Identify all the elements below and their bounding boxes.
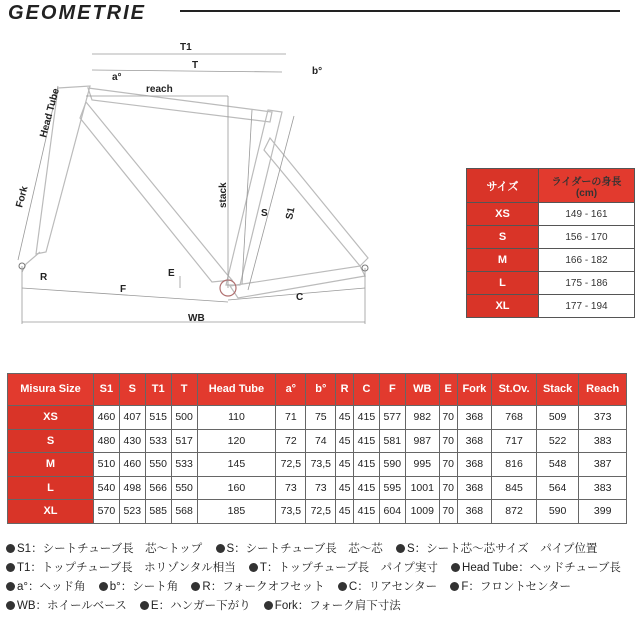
rider-range-cell: 177 - 194 [539, 295, 635, 318]
geometry-value-cell: 577 [379, 406, 405, 430]
legend-item [6, 600, 127, 612]
geometry-value-cell: 523 [119, 500, 145, 524]
geometry-value-cell: 45 [336, 453, 354, 477]
legend-text: S1：シートチューブ長 芯〜トップ [17, 543, 203, 555]
geometry-value-cell: 982 [405, 406, 439, 430]
geometry-value-cell: 509 [536, 406, 578, 430]
bullet-icon [451, 563, 460, 572]
geometry-value-cell: 480 [93, 429, 119, 453]
legend-text: Fork：フォーク肩下寸法 [274, 600, 401, 612]
geometry-value-cell: 74 [306, 429, 336, 453]
legend-text: Head Tube：ヘッドチューブ長 [462, 562, 621, 574]
geometry-value-cell: 498 [119, 476, 145, 500]
rider-size-cell: XS [467, 203, 539, 226]
geometry-value-cell: 604 [379, 500, 405, 524]
rider-row [467, 272, 635, 295]
label-stack: stack [218, 182, 229, 208]
legend-text: S：シート芯〜芯サイズ パイプ位置 [406, 543, 598, 555]
legend-text: a°：ヘッド角 [17, 581, 86, 593]
bullet-icon [140, 601, 149, 610]
legend-item [140, 600, 251, 612]
geometry-value-cell: 548 [536, 453, 578, 477]
geometry-value-cell: 45 [336, 476, 354, 500]
geometry-value-cell: 430 [119, 429, 145, 453]
geometry-row [8, 406, 627, 430]
geometry-header-cell: Misura Size [8, 374, 94, 406]
geometry-value-cell: 987 [405, 429, 439, 453]
geometry-value-cell: 717 [492, 429, 537, 453]
geometry-header-cell: WB [405, 374, 439, 406]
legend-text: WB：ホイールベース [17, 600, 127, 612]
rider-range-cell: 149 - 161 [539, 203, 635, 226]
geometry-value-cell: 70 [439, 476, 457, 500]
geometry-header-cell: C [353, 374, 379, 406]
rider-size-cell: S [467, 226, 539, 249]
geometry-value-cell: 550 [145, 453, 171, 477]
rider-row [467, 203, 635, 226]
label-a: a° [112, 72, 122, 83]
geometry-value-cell: 70 [439, 500, 457, 524]
geometry-value-cell: 368 [457, 429, 492, 453]
geometry-row [8, 500, 627, 524]
rider-table-header [467, 169, 635, 203]
geometry-value-cell: 1001 [405, 476, 439, 500]
legend-text: C：リアセンター [348, 581, 438, 593]
geometry-header-cell: a° [276, 374, 306, 406]
geometry-value-cell: 415 [353, 476, 379, 500]
bullet-icon [216, 544, 225, 553]
legend-item [6, 543, 202, 555]
geometry-value-cell: 590 [379, 453, 405, 477]
geometry-size-cell: S [8, 429, 94, 453]
geometry-header-cell: S [119, 374, 145, 406]
bullet-icon [6, 544, 15, 553]
legend-item [249, 562, 438, 574]
legend-text: F：フロントセンター [461, 581, 572, 593]
legend-item [99, 581, 179, 593]
geometry-value-cell: 581 [379, 429, 405, 453]
geometry-value-cell: 816 [492, 453, 537, 477]
geometry-row [8, 453, 627, 477]
geometry-value-cell: 120 [197, 429, 276, 453]
geometry-value-cell: 768 [492, 406, 537, 430]
bullet-icon [99, 582, 108, 591]
geometry-value-cell: 71 [276, 406, 306, 430]
geometry-header-cell: Fork [457, 374, 492, 406]
geometry-row [8, 429, 627, 453]
label-t1: T1 [180, 42, 192, 53]
geometry-value-cell: 510 [93, 453, 119, 477]
geometry-value-cell: 407 [119, 406, 145, 430]
geometry-header-cell: Head Tube [197, 374, 276, 406]
rider-size-table [466, 168, 635, 318]
geometry-header-cell: S1 [93, 374, 119, 406]
label-t: T [192, 60, 199, 71]
geometry-size-cell: L [8, 476, 94, 500]
geometry-value-cell: 460 [93, 406, 119, 430]
geometry-value-cell: 540 [93, 476, 119, 500]
geometry-header-cell: R [336, 374, 354, 406]
geometry-value-cell: 387 [579, 453, 627, 477]
page-title: GEOMETRIE [8, 2, 147, 24]
geometry-value-cell: 73,5 [276, 500, 306, 524]
geometry-value-cell: 566 [145, 476, 171, 500]
geometry-value-cell: 75 [306, 406, 336, 430]
geometry-value-cell: 383 [579, 476, 627, 500]
geometry-header-cell: T [171, 374, 197, 406]
geometry-value-cell: 460 [119, 453, 145, 477]
geometry-value-cell: 73 [306, 476, 336, 500]
geometry-row [8, 476, 627, 500]
geometry-value-cell: 72,5 [306, 500, 336, 524]
rider-size-cell: L [467, 272, 539, 295]
geometry-header-cell: T1 [145, 374, 171, 406]
geometry-value-cell: 500 [171, 406, 197, 430]
legend-item [264, 600, 401, 612]
geometry-value-cell: 383 [579, 429, 627, 453]
geometry-value-cell: 517 [171, 429, 197, 453]
bullet-icon [264, 601, 273, 610]
rider-range-cell: 166 - 182 [539, 249, 635, 272]
bullet-icon [191, 582, 200, 591]
geometry-header-cell: Stack [536, 374, 578, 406]
geometry-value-cell: 585 [145, 500, 171, 524]
geometry-value-cell: 570 [93, 500, 119, 524]
legend-text: T：トップチューブ長 パイプ実寸 [259, 562, 438, 574]
geometry-value-cell: 564 [536, 476, 578, 500]
bullet-icon [6, 601, 15, 610]
geometry-value-cell: 872 [492, 500, 537, 524]
rider-row [467, 249, 635, 272]
rider-range-cell: 175 - 186 [539, 272, 635, 295]
geometry-value-cell: 373 [579, 406, 627, 430]
legend-text: T1：トップチューブ長 ホリゾンタル相当 [17, 562, 236, 574]
legend-text: R：フォークオフセット [202, 581, 325, 593]
geometry-value-cell: 550 [171, 476, 197, 500]
label-fork: Fork [14, 184, 31, 209]
geometry-value-cell: 185 [197, 500, 276, 524]
rider-size-cell: XL [467, 295, 539, 318]
geometry-value-cell: 415 [353, 453, 379, 477]
geometry-value-cell: 1009 [405, 500, 439, 524]
legend-item [6, 581, 86, 593]
legend-text: E：ハンガー下がり [150, 600, 251, 612]
bullet-icon [249, 563, 258, 572]
geometry-table [7, 373, 627, 524]
geometry-header-cell: b° [306, 374, 336, 406]
geometry-size-cell: XL [8, 500, 94, 524]
rider-header-unit: (cm) [575, 187, 598, 199]
top-tube-shape [88, 88, 272, 122]
geometry-value-cell: 73,5 [306, 453, 336, 477]
legend-item [338, 581, 437, 593]
fork-shape [22, 252, 40, 272]
geometry-value-cell: 995 [405, 453, 439, 477]
rider-row [467, 226, 635, 249]
seat-stay-shape [264, 138, 368, 266]
geometry-header-cell: F [379, 374, 405, 406]
geometry-value-cell: 415 [353, 406, 379, 430]
geometry-value-cell: 415 [353, 429, 379, 453]
geometry-value-cell: 595 [379, 476, 405, 500]
geometry-header-cell: E [439, 374, 457, 406]
legend-item [396, 543, 597, 555]
geometry-header-cell: St.Ov. [492, 374, 537, 406]
geometry-size-cell: M [8, 453, 94, 477]
geometry-value-cell: 72,5 [276, 453, 306, 477]
legend-item [191, 581, 324, 593]
rider-size-cell: M [467, 249, 539, 272]
bullet-icon [6, 582, 15, 591]
down-tube-shape [80, 102, 232, 282]
geometry-size-cell: XS [8, 406, 94, 430]
label-c: C [296, 292, 304, 303]
bullet-icon [450, 582, 459, 591]
geometry-value-cell: 399 [579, 500, 627, 524]
geometry-value-cell: 415 [353, 500, 379, 524]
rider-header-height-label: ライダーの身長 [551, 176, 622, 188]
label-wb: WB [188, 313, 205, 324]
label-s1: S1 [284, 206, 298, 221]
geometry-value-cell: 368 [457, 500, 492, 524]
geometry-value-cell: 515 [145, 406, 171, 430]
geometry-value-cell: 72 [276, 429, 306, 453]
legend-item [216, 543, 383, 555]
label-e: E [168, 268, 175, 279]
legend-item [6, 562, 236, 574]
geometry-value-cell: 110 [197, 406, 276, 430]
bullet-icon [396, 544, 405, 553]
geometry-value-cell: 368 [457, 453, 492, 477]
geometry-table-body [8, 406, 627, 524]
geometry-value-cell: 73 [276, 476, 306, 500]
legend [6, 540, 634, 616]
label-head-tube: Head Tube [38, 87, 62, 139]
legend-text: b°：シート角 [109, 581, 179, 593]
geometry-table-header [8, 374, 627, 406]
geometry-value-cell: 145 [197, 453, 276, 477]
geometry-header-cell: Reach [579, 374, 627, 406]
geometry-value-cell: 70 [439, 406, 457, 430]
geometry-value-cell: 368 [457, 476, 492, 500]
geometry-value-cell: 568 [171, 500, 197, 524]
rider-header-size: サイズ [467, 169, 539, 203]
legend-item [450, 581, 571, 593]
geometry-value-cell: 368 [457, 406, 492, 430]
rider-row [467, 295, 635, 318]
geometry-value-cell: 45 [336, 500, 354, 524]
geometry-value-cell: 590 [536, 500, 578, 524]
rider-range-cell: 156 - 170 [539, 226, 635, 249]
bullet-icon [338, 582, 347, 591]
geometry-value-cell: 45 [336, 429, 354, 453]
geometry-value-cell: 70 [439, 453, 457, 477]
label-b: b° [312, 66, 323, 77]
seat-tube-shape [226, 110, 282, 285]
geometry-value-cell: 160 [197, 476, 276, 500]
label-s: S [261, 208, 268, 219]
geometry-value-cell: 522 [536, 429, 578, 453]
frame-geometry-diagram [0, 30, 460, 340]
legend-text: S：シートチューブ長 芯〜芯 [226, 543, 383, 555]
label-r: R [40, 272, 48, 283]
geometry-value-cell: 845 [492, 476, 537, 500]
geometry-value-cell: 70 [439, 429, 457, 453]
label-reach: reach [146, 84, 173, 95]
geometry-value-cell: 45 [336, 406, 354, 430]
rider-header-height [539, 169, 635, 203]
geometry-value-cell: 533 [171, 453, 197, 477]
label-f: F [120, 284, 127, 295]
title-rule [180, 10, 620, 12]
bullet-icon [6, 563, 15, 572]
geometry-value-cell: 533 [145, 429, 171, 453]
legend-item [451, 562, 621, 574]
